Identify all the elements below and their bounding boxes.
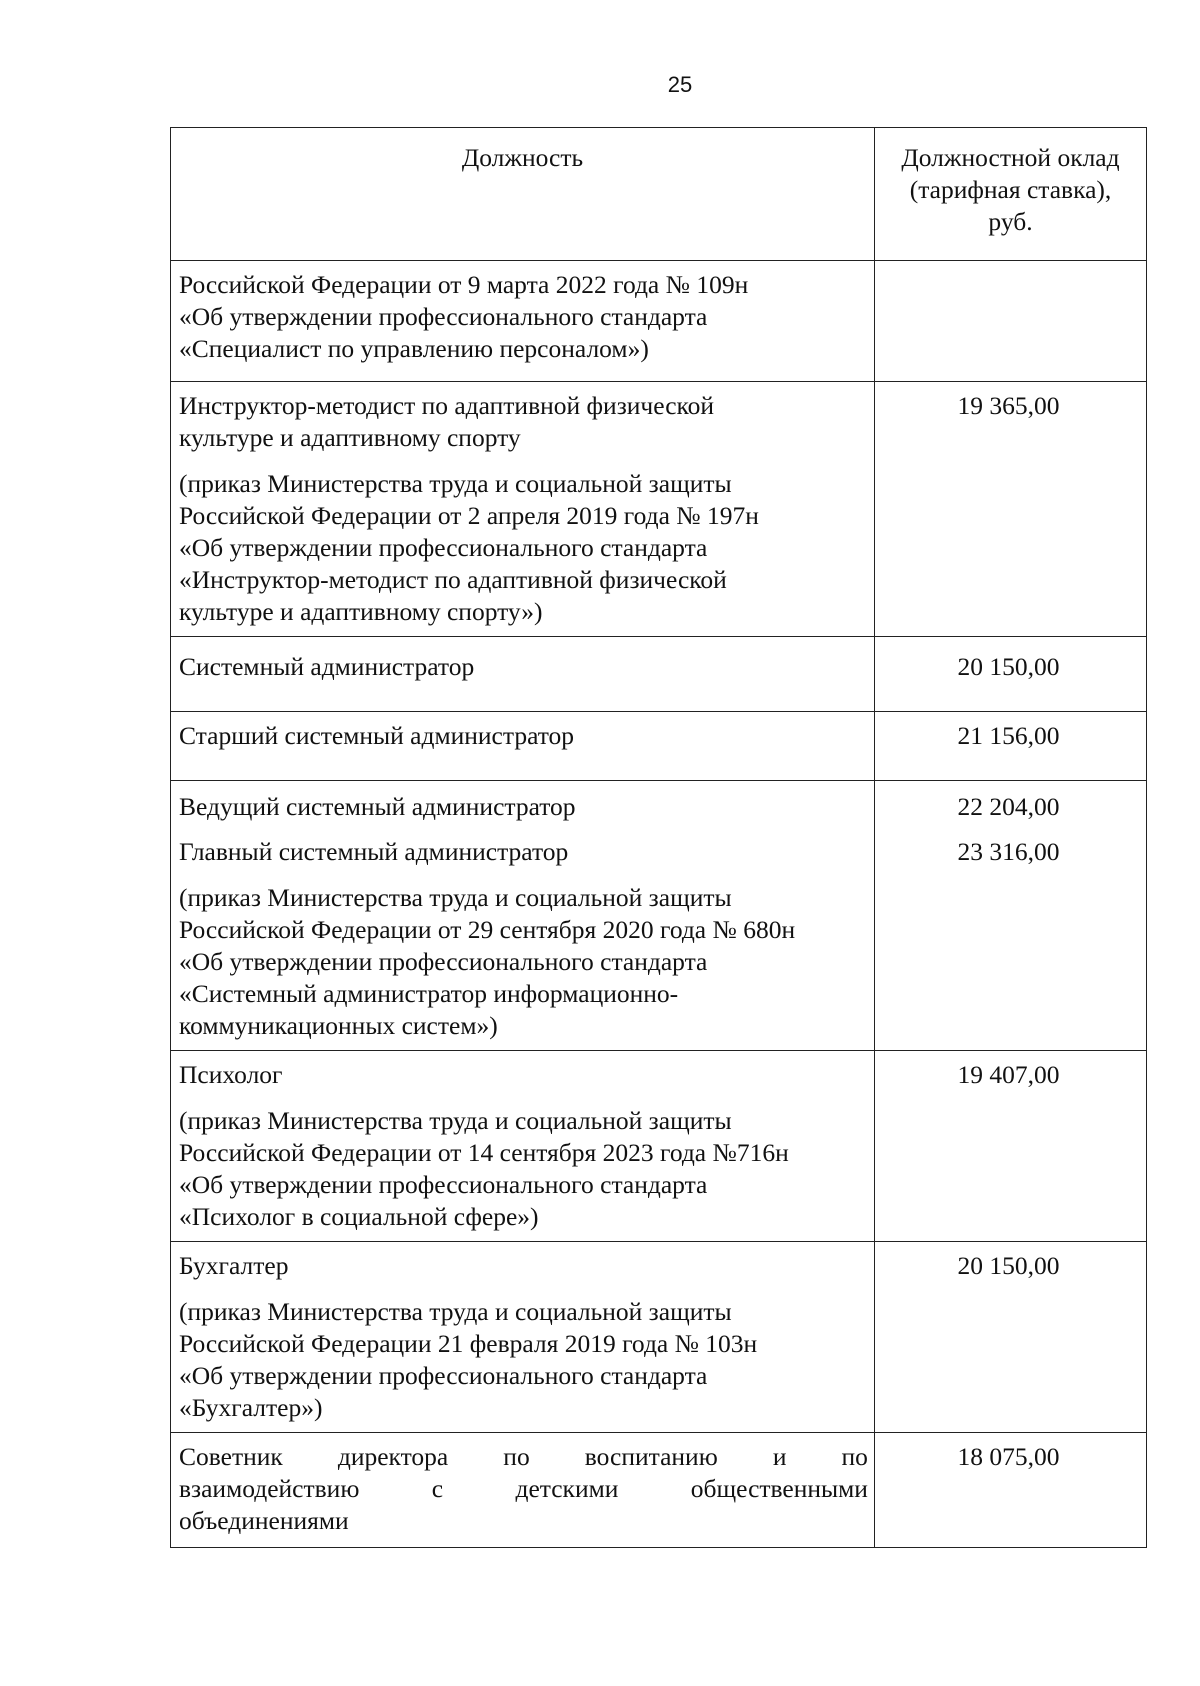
position-title: [179, 791, 868, 823]
table-row: [171, 1242, 1147, 1433]
salary-value: 22 204,00: [957, 792, 1060, 821]
text-line: Российской Федерации 21 февраля 2019 года № 103н: [179, 1329, 758, 1358]
salary-value: 21 156,00: [957, 721, 1060, 750]
position-title: [179, 651, 868, 683]
salary-cell: [875, 1433, 1147, 1548]
text-line: Бухгалтер: [179, 1251, 289, 1280]
text-line: «Об утверждении профессионального стандарта: [179, 533, 708, 562]
text-line: Российской Федерации от 2 апреля 2019 года № 197н: [179, 501, 759, 530]
salary-cell: [875, 712, 1147, 781]
table-row: [171, 382, 1147, 637]
text-line: Старший системный администратор: [179, 721, 575, 750]
justified-line: [179, 1473, 868, 1505]
text-line: объединениями: [179, 1506, 349, 1535]
position-cell: [171, 382, 875, 637]
text-line: «Психолог в социальной сфере»): [179, 1202, 539, 1231]
word: воспитанию: [584, 1442, 718, 1471]
table-row: [171, 781, 1147, 1051]
table-row: [171, 637, 1147, 712]
text-line: Российской Федерации от 29 сентября 2020 года № 680н: [179, 915, 796, 944]
text-line: Психолог: [179, 1060, 283, 1089]
position-cell: [171, 637, 875, 712]
word: взаимодействию: [179, 1474, 360, 1503]
text-line: (приказ Министерства труда и социальной защиты: [179, 469, 732, 498]
header-salary: [875, 128, 1147, 261]
position-title: [179, 1250, 868, 1282]
text-line: «Об утверждении профессионального стандарта: [179, 947, 708, 976]
text-line: Системный администратор: [179, 652, 475, 681]
position-title: [179, 1059, 868, 1091]
position-cell: [171, 1433, 875, 1548]
text-line: (приказ Министерства труда и социальной защиты: [179, 1297, 732, 1326]
text-line: Главный системный администратор: [179, 837, 569, 866]
position-title: [179, 1441, 868, 1537]
word: детскими: [515, 1474, 619, 1503]
position-cell: [171, 1051, 875, 1242]
salary-cell: [875, 637, 1147, 712]
salary-value: 20 150,00: [957, 652, 1060, 681]
header-salary-line: Должностной оклад: [901, 143, 1120, 172]
salary-cell: [875, 1051, 1147, 1242]
position-cell: [171, 712, 875, 781]
word: Советник: [179, 1442, 283, 1471]
text-line: «Системный администратор информационно-: [179, 979, 679, 1008]
order-reference: [179, 269, 868, 365]
position-title: [179, 836, 868, 868]
text-line: Российской Федерации от 9 марта 2022 года № 109н: [179, 270, 749, 299]
text-line: «Бухгалтер»): [179, 1393, 323, 1422]
text-line: коммуникационных систем»): [179, 1011, 498, 1040]
table-header-row: [171, 128, 1147, 261]
salary-value: 19 365,00: [957, 391, 1060, 420]
word: по: [841, 1442, 868, 1471]
order-reference: [179, 1296, 868, 1424]
text-line: (приказ Министерства труда и социальной защиты: [179, 883, 732, 912]
word: с: [431, 1474, 444, 1503]
word: общественными: [690, 1474, 868, 1503]
text-line: «Инструктор-методист по адаптивной физической: [179, 565, 727, 594]
text-line: «Об утверждении профессионального стандарта: [179, 1361, 708, 1390]
order-reference: [179, 1105, 868, 1233]
text-line: (приказ Министерства труда и социальной защиты: [179, 1106, 732, 1135]
word: директора: [337, 1442, 449, 1471]
text-line: «Об утверждении профессионального стандарта: [179, 302, 708, 331]
header-salary-line: руб.: [988, 207, 1033, 236]
order-reference: [179, 882, 868, 1042]
word: по: [503, 1442, 530, 1471]
text-line: Российской Федерации от 14 сентября 2023 года №716н: [179, 1138, 789, 1167]
header-position: Должность: [171, 128, 875, 261]
table-row: [171, 712, 1147, 781]
text-line: «Об утверждении профессионального стандарта: [179, 1170, 708, 1199]
table-row: [171, 1051, 1147, 1242]
header-salary-line: (тарифная ставка),: [909, 175, 1112, 204]
salary-value: 19 407,00: [957, 1060, 1060, 1089]
salary-table: [170, 127, 1147, 1548]
justified-line: [179, 1441, 868, 1473]
position-cell: [171, 261, 875, 382]
text-line: культуре и адаптивному спорту: [179, 423, 521, 452]
salary-value: 23 316,00: [957, 837, 1060, 866]
salary-value: 18 075,00: [957, 1442, 1060, 1471]
table-row: [171, 261, 1147, 382]
text-line: Инструктор-методист по адаптивной физической: [179, 391, 715, 420]
word: и: [772, 1442, 787, 1471]
position-cell: [171, 1242, 875, 1433]
salary-cell: [875, 1242, 1147, 1433]
position-title: [179, 390, 868, 454]
salary-cell: [875, 261, 1147, 382]
salary-cell: [875, 382, 1147, 637]
order-reference: [179, 468, 868, 628]
position-title: [179, 720, 868, 752]
table-row: [171, 1433, 1147, 1548]
text-line: «Специалист по управлению персоналом»): [179, 334, 649, 363]
text-line: Ведущий системный администратор: [179, 792, 576, 821]
page-number: 25: [667, 72, 693, 97]
salary-cell: [875, 781, 1147, 1051]
salary-value: 20 150,00: [957, 1251, 1060, 1280]
position-cell: [171, 781, 875, 1051]
text-line: культуре и адаптивному спорту»): [179, 597, 543, 626]
